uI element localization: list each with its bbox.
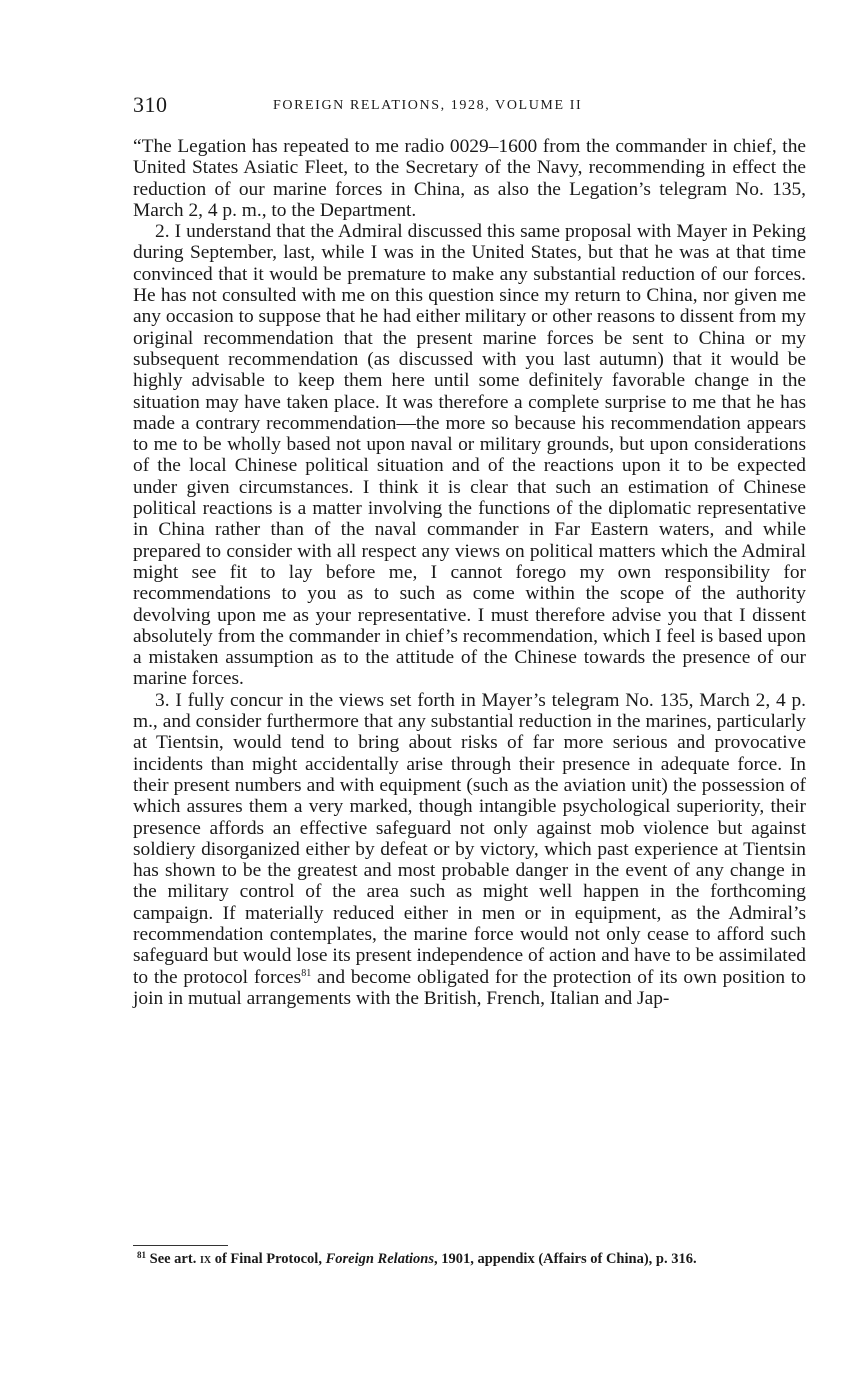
footnote-tail: , 1901, appendix (Affairs of China), p. 316. xyxy=(433,1251,697,1267)
page-number: 310 xyxy=(133,92,168,117)
footnote-work-title: Foreign Relations xyxy=(325,1251,434,1267)
footnote xyxy=(133,1250,806,1269)
paragraph-3-text: 3. I fully concur in the views set forth in Mayer’s telegram No. 135, March 2, 4 p. m., and consider furthermore that any substantial reduction in the marines, particularly at Tientsin, would tend to bring about risks of far more serious and provocative incidents than might accidentally arise through their presence in adequate force. In their present numbers and with equipment (such as the aviation unit) the possession of which assures them a very marked, though intangible psychological superiority, their presence affords an effective safeguard not only against mob violence but against soldiery disorganized either by defeat or by victory, which past experience at Tientsin has shown to be the greatest and most probable danger in the event of any change in the military control of the area such as might well happen in the forthcoming campaign. If materially reduced either in men or in equipment, as the Admiral’s recommendation contemplates, the marine force would not only cease to afford such safeguard but would lose its present independence of action and have to be assimilated to the protocol forces xyxy=(133,689,806,988)
footnote-rule xyxy=(133,1245,228,1246)
footnote-marker: 81 xyxy=(137,1250,146,1260)
footnote-reference: 81 xyxy=(301,967,312,979)
paragraph-2: 2. I understand that the Admiral discussed this same proposal with Mayer in Peking during September, last, while I was in the United States, but that he was at that time convinced that it would be premature to make any substantial reduction of our forces. He has not consulted with me on this question since my return to China, nor given me any occasion to suppose that he had either military or other reasons to dissent from my original recommendation that the present marine forces be sent to China or my subsequent recommendation (as discussed with you last autumn) that it would be highly advisable to keep them here until some definitely favorable change in the situation may have taken place. It was therefore a complete surprise to me that he has made a contrary recommendation—the more so because his recommendation appears to me to be wholly based not upon naval or military grounds, but upon considerations of the local Chinese political situation and of the reactions upon it to be expected under given circumstances. I think it is clear that such an estimation of Chinese political reactions is a matter involving the functions of the diplomatic representative in China rather than of the naval commander in Far Eastern waters, and while prepared to consider with all respect any views on political matters which the Admiral might see fit to lay before me, I cannot forego my own responsibility for recommendations to you as to such as come within the scope of the authority devolving upon me as your representative. I must therefore advise you that I dissent absolutely from the commander in chief’s recommendation, which I feel is based upon a mistaken assumption as to the attitude of the Chinese towards the presence of our marine forces. xyxy=(133,221,806,690)
footnote-article: ix xyxy=(199,1251,212,1267)
footnote-middle: of Final Protocol, xyxy=(211,1251,326,1267)
running-head: FOREIGN RELATIONS, 1928, VOLUME II xyxy=(273,98,583,113)
footnote-lead: See art. xyxy=(146,1251,200,1267)
paragraph-3 xyxy=(133,690,806,1009)
paragraph-1: “The Legation has repeated to me radio 0029–1600 from the commander in chief, the United States Asiatic Fleet, to the Secretary of the Navy, recommending in effect the reduction of our marine forces in China, as also the Legation’s telegram No. 135, March 2, 4 p. m., to the Department. xyxy=(133,136,806,221)
paragraph-3-continuation: and become obligated for the protection of its own position to join in mutual arrangements with the British, French, Italian and Jap- xyxy=(133,966,806,1009)
page-header xyxy=(133,92,806,122)
body-text xyxy=(133,136,806,1009)
